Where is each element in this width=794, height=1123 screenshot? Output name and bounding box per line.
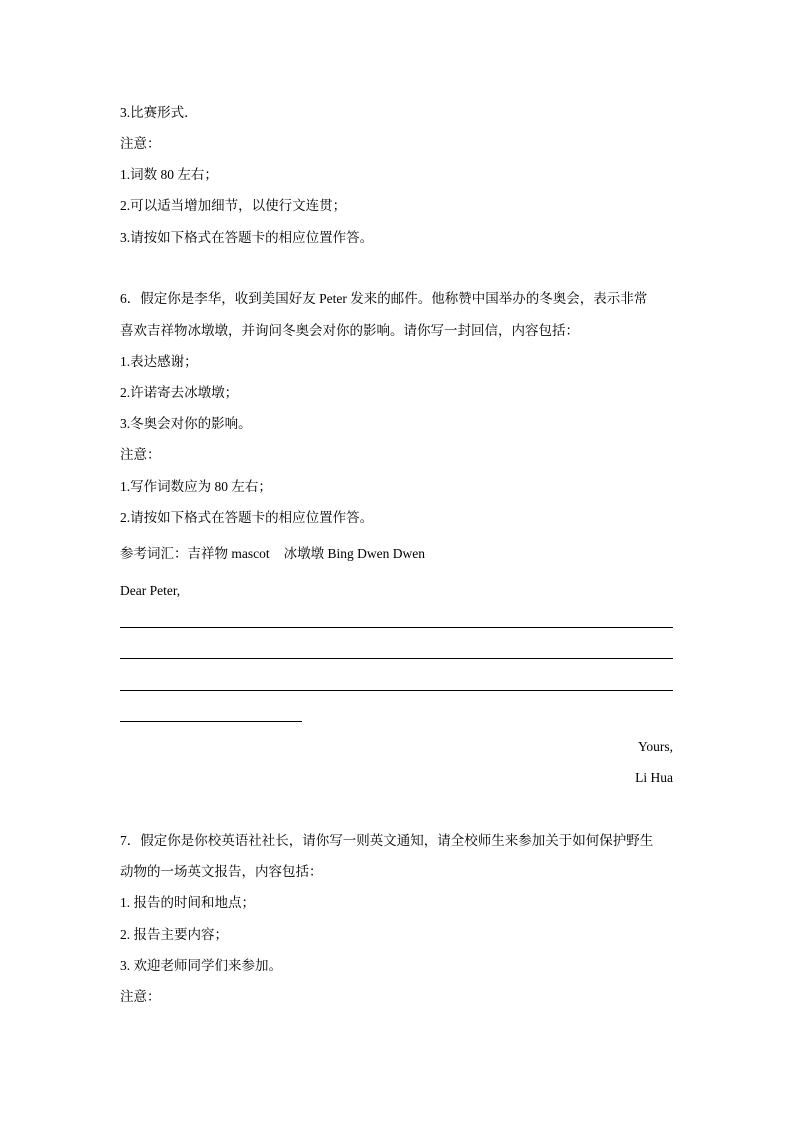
note-3: 3.请按如下格式在答题卡的相应位置作答。: [120, 230, 374, 245]
q6-vocabulary: [120, 545, 425, 563]
q7-item-3: 3. 欢迎老师同学们来参加。: [120, 958, 282, 973]
answer-line-4: [120, 721, 302, 722]
q6-vocab-bing-dwen-dwen: 冰墩墩 Bing Dwen Dwen: [283, 546, 425, 561]
q6-note-2: 2.请按如下格式在答题卡的相应位置作答。: [120, 510, 374, 525]
q6-note-label: 注意：: [120, 447, 161, 462]
letter-closing: Yours,: [637, 739, 673, 754]
q7-item-1: 1. 报告的时间和地点；: [120, 895, 255, 910]
note-label: 注意：: [120, 136, 161, 151]
q7-note-label: 注意：: [120, 989, 161, 1004]
answer-line-3: [120, 690, 673, 691]
item-3-competition-format: 3.比赛形式．: [120, 105, 198, 120]
q6-item-3: 3.冬奥会对你的影响。: [120, 416, 252, 431]
q7-prompt-line-1: 7．假定你是你校英语社社长，请你写一则英文通知，请全校师生来参加关于如何保护野生: [120, 833, 654, 848]
q6-vocab-mascot: 参考词汇：吉祥物 mascot: [120, 546, 270, 561]
letter-greeting: Dear Peter,: [120, 583, 181, 598]
q6-prompt-line-1: 6．假定你是李华，收到美国好友 Peter 发来的邮件。他称赞中国举办的冬奥会，表示非常: [120, 291, 648, 306]
q6-item-2: 2.许诺寄去冰墩墩；: [120, 385, 239, 400]
q7-item-2: 2. 报告主要内容；: [120, 927, 228, 942]
q6-prompt-line-2: 喜欢吉祥物冰墩墩，并询问冬奥会对你的影响。请你写一封回信，内容包括：: [120, 323, 579, 338]
q7-prompt-line-2: 动物的一场英文报告，内容包括：: [120, 864, 323, 879]
q6-item-1: 1.表达感谢；: [120, 354, 198, 369]
answer-line-1: [120, 627, 673, 628]
note-1: 1.词数 80 左右；: [120, 167, 218, 182]
answer-line-2: [120, 658, 673, 659]
note-2: 2.可以适当增加细节，以使行文连贯；: [120, 198, 347, 213]
q6-note-1: 1.写作词数应为 80 左右；: [120, 479, 272, 494]
letter-signature: Li Hua: [635, 770, 673, 785]
